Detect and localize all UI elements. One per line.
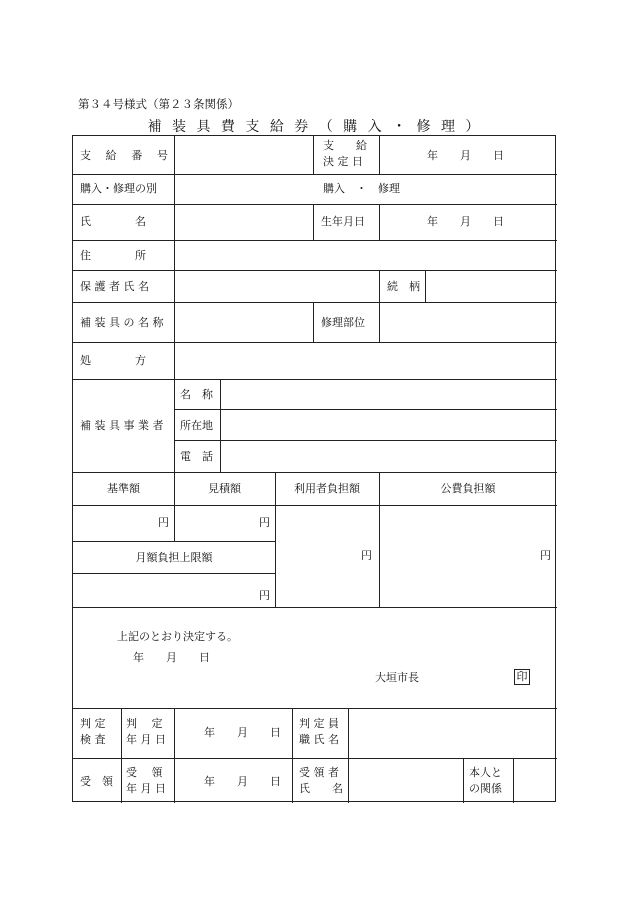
receipt-date-value: 年 月 日: [204, 775, 281, 788]
birth-date-label: 生年月日: [321, 215, 365, 228]
guardian-label: 保 護 者 氏 名: [80, 280, 149, 293]
grid-line: [313, 204, 314, 240]
standard-amount-header: 基準額: [107, 482, 140, 495]
form-table: [72, 135, 556, 802]
user-burden-yen: 円: [361, 549, 372, 562]
grid-line: [379, 270, 380, 302]
receipt-date-label: 受 領 年 月 日: [126, 766, 166, 795]
public-burden-header: 公費負担額: [440, 482, 496, 495]
grid-line: [73, 541, 275, 542]
grid-line: [73, 240, 557, 241]
vendor-phone-label: 電 話: [180, 450, 213, 463]
device-name-label: 補 装 具 の 名 称: [80, 316, 164, 329]
birth-date-value: 年 月 日: [427, 215, 504, 228]
grid-line: [348, 708, 349, 803]
type-label: 購入・修理の別: [80, 182, 157, 195]
user-burden-header: 利用者負担額: [294, 482, 360, 495]
estimate-amount-header: 見積額: [208, 482, 241, 495]
monthly-cap-yen: 円: [259, 589, 270, 602]
judge-date-label: 判 定 年 月 日: [126, 717, 166, 746]
payment-number-label: 支 給 番 号: [80, 149, 168, 162]
judge-staff-label: 判 定 員 職 氏 名: [299, 717, 339, 746]
grid-line: [73, 472, 557, 473]
vendor-location-label: 所在地: [180, 419, 213, 432]
grid-line: [73, 607, 557, 608]
grid-line: [73, 573, 275, 574]
public-burden-yen: 円: [540, 549, 551, 562]
standard-amount-yen: 円: [158, 516, 169, 529]
recipient-label: 受 領 者 氏 名: [299, 766, 343, 795]
decision-date: 年 月 日: [133, 651, 210, 664]
grid-line: [174, 136, 175, 379]
relation-label: 続 柄: [387, 280, 420, 293]
inspection-label: 判 定 検 査: [80, 717, 106, 746]
vendor-name-label: 名 称: [180, 388, 213, 401]
grid-line: [292, 708, 293, 803]
grid-line: [73, 342, 557, 343]
grid-line: [313, 302, 314, 342]
decision-date-label: 支 給 決 定 日: [323, 139, 367, 168]
grid-line: [174, 440, 557, 441]
mayor-label: 大垣市長: [375, 671, 419, 684]
estimate-amount-yen: 円: [259, 516, 270, 529]
vendor-label: 補 装 具 事 業 者: [80, 419, 164, 432]
grid-line: [73, 204, 557, 205]
grid-line: [73, 174, 557, 175]
prescription-label: 処 方: [80, 354, 146, 367]
judge-date-value: 年 月 日: [204, 726, 281, 739]
monthly-cap-label: 月額負担上限額: [135, 551, 213, 564]
name-label: 氏 名: [80, 215, 146, 228]
decision-statement: 上記のとおり決定する。: [117, 630, 238, 643]
grid-line: [73, 505, 557, 506]
grid-line: [121, 708, 122, 803]
form-number: 第３４号様式（第２３条関係）: [78, 97, 239, 111]
grid-line: [174, 409, 557, 410]
grid-line: [220, 379, 221, 472]
form-title: 補 装 具 費 支 給 券 （ 購 入 ・ 修 理 ）: [147, 119, 483, 135]
grid-line: [174, 379, 175, 472]
relationship-label: 本人と の関係: [469, 766, 502, 795]
grid-line: [313, 136, 314, 174]
grid-line: [73, 758, 557, 759]
grid-line: [425, 270, 426, 302]
grid-line: [73, 302, 557, 303]
grid-line: [174, 708, 175, 803]
type-value: 購入 ・ 修理: [323, 182, 400, 195]
grid-line: [463, 758, 464, 803]
grid-line: [379, 204, 380, 240]
grid-line: [73, 270, 557, 271]
grid-line: [73, 708, 557, 709]
receipt-label: 受 領: [80, 775, 113, 788]
decision-date-value: 年 月 日: [427, 149, 504, 162]
grid-line: [513, 758, 514, 803]
repair-part-label: 修理部位: [321, 316, 365, 329]
seal-mark: 印: [514, 669, 530, 685]
grid-line: [379, 302, 380, 342]
address-label: 住 所: [80, 249, 146, 262]
grid-line: [379, 136, 380, 174]
grid-line: [73, 379, 557, 380]
